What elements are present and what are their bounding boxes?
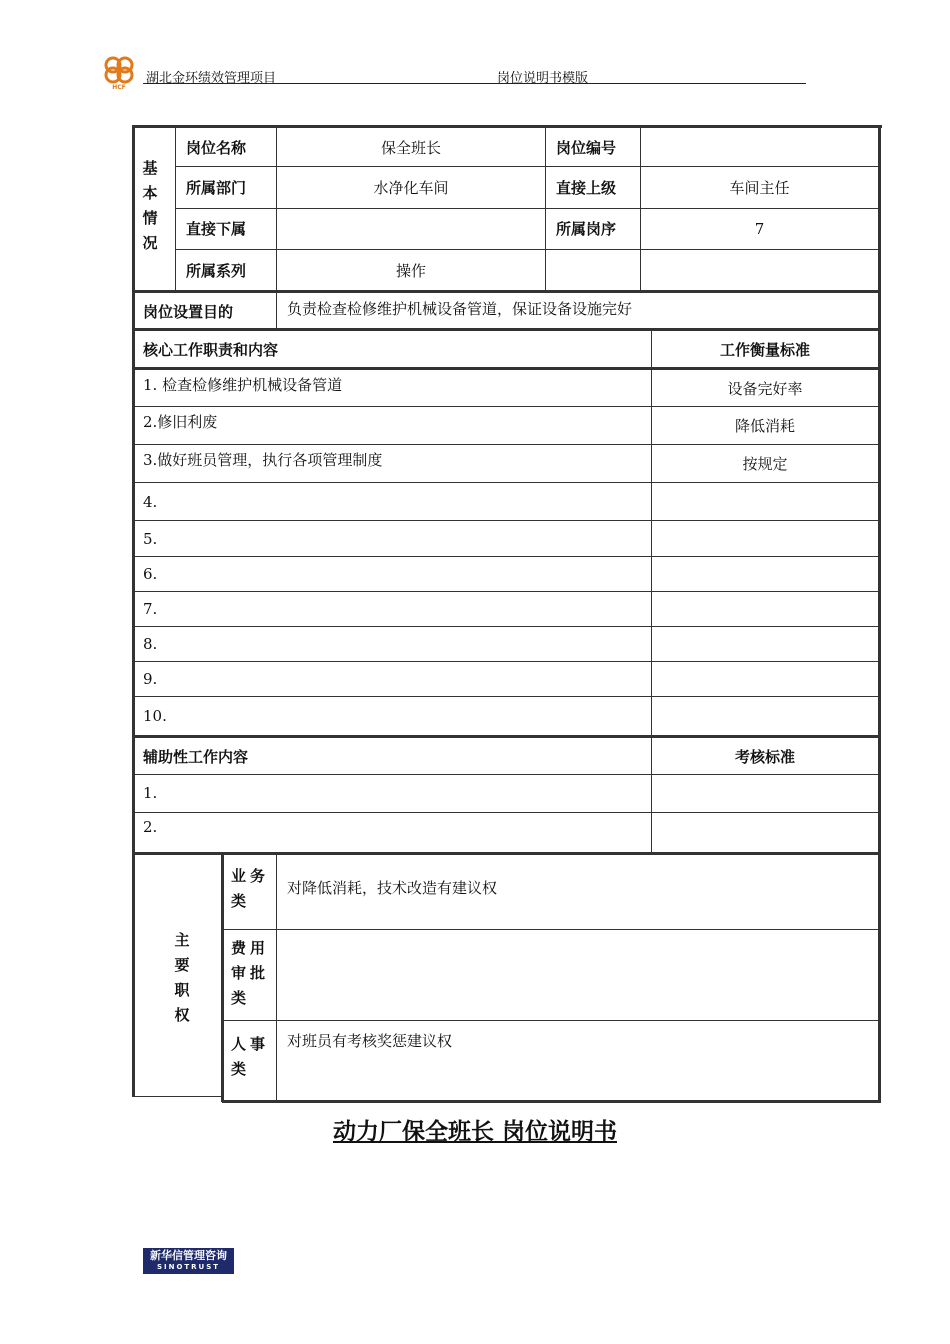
superior-value: 车间主任 — [729, 178, 790, 197]
table-border-bottom — [222, 1100, 881, 1103]
subordinate-value — [277, 209, 545, 248]
purpose-text: 负责检查检修维护机械设备管道，保证设备设施完好 — [287, 299, 633, 318]
authority-category-expense: 费用审批类 — [231, 939, 270, 1007]
sequence-label: 所属岗序 — [556, 220, 617, 238]
core-row-divider — [135, 482, 878, 483]
series-label: 所属系列 — [186, 261, 247, 280]
table-border-top — [132, 125, 882, 128]
core-item-9: 9. — [143, 670, 158, 688]
table-border-right — [878, 125, 881, 1103]
core-standard-4 — [652, 483, 878, 520]
core-standard-9 — [652, 662, 878, 696]
authority-text-business: 对降低消耗，技术改造有建议权 — [287, 879, 498, 897]
core-row-divider — [135, 444, 878, 445]
core-item-8: 8. — [143, 635, 158, 653]
core-standard-7 — [652, 592, 878, 626]
company-logo — [100, 54, 140, 90]
core-item-3: 3.做好班员管理，执行各项管理制度 — [143, 450, 383, 469]
post-code-label: 岗位编号 — [556, 138, 617, 157]
core-row-divider — [135, 696, 878, 697]
superior-label: 直接上级 — [556, 178, 617, 197]
authority-text-personnel: 对班员有考核奖惩建议权 — [287, 1032, 453, 1050]
sequence-value: 7 — [754, 219, 765, 238]
core-standard-10 — [652, 697, 878, 734]
post-name-value: 保全班长 — [380, 138, 441, 157]
aux-header: 辅助性工作内容 — [143, 747, 249, 766]
core-item-5: 5. — [143, 529, 158, 548]
core-header: 核心工作职责和内容 — [143, 340, 279, 359]
core-row-divider — [135, 406, 878, 407]
core-standard-6 — [652, 557, 878, 591]
core-item-4: 4. — [143, 492, 158, 511]
core-item-7: 7. — [143, 600, 158, 618]
core-standard-2: 降低消耗 — [734, 417, 795, 435]
core-item-6: 6. — [143, 565, 158, 583]
post-code-value — [641, 129, 878, 165]
core-item-2: 2.修旧利废 — [143, 412, 218, 431]
authority-category-personnel: 人事类 — [231, 1035, 270, 1078]
footer-logo-cn: 新华信管理咨询 — [150, 1249, 227, 1262]
document-title: 动力厂保全班长 岗位说明书 — [332, 1119, 617, 1145]
subordinate-label: 直接下属 — [186, 220, 247, 238]
core-row-divider — [135, 520, 878, 521]
core-row-divider — [135, 556, 878, 557]
aux-standard-header: 考核标准 — [734, 747, 795, 766]
post-name-label: 岗位名称 — [186, 138, 247, 157]
header-project: 湖北金环绩效管理项目 — [146, 71, 277, 86]
authority-section-label: 主要职权 — [174, 931, 190, 1024]
core-standard-5 — [652, 521, 878, 556]
core-standard-8 — [652, 627, 878, 661]
dept-value: 水净化车间 — [373, 178, 449, 197]
aux-item-2: 2. — [143, 818, 158, 836]
core-standard-1: 设备完好率 — [727, 379, 803, 398]
aux-item-1: 1. — [143, 784, 158, 802]
table-border-left — [132, 125, 135, 1097]
authority-category-business: 业务类 — [231, 867, 270, 910]
footer-logo-en: SINOTRUST — [156, 1263, 221, 1271]
series-value: 操作 — [395, 261, 426, 280]
core-standard-header: 工作衡量标准 — [719, 340, 810, 359]
core-standard-3: 按规定 — [742, 455, 788, 473]
purpose-label: 岗位设置目的 — [143, 302, 234, 321]
core-item-10: 10. — [143, 706, 167, 725]
core-row-divider — [135, 661, 878, 662]
core-row-divider — [135, 591, 878, 592]
logo-text: HCF — [112, 84, 126, 90]
dept-label: 所属部门 — [186, 178, 247, 197]
core-item-1: 1. 检查检修维护机械设备管道 — [143, 375, 343, 394]
header-rule — [143, 83, 806, 84]
header-doc-type: 岗位说明书模版 — [497, 71, 589, 86]
basic-section-label: 基本情况 — [142, 159, 158, 252]
core-row-divider — [135, 626, 878, 627]
footer-logo — [143, 1248, 234, 1274]
